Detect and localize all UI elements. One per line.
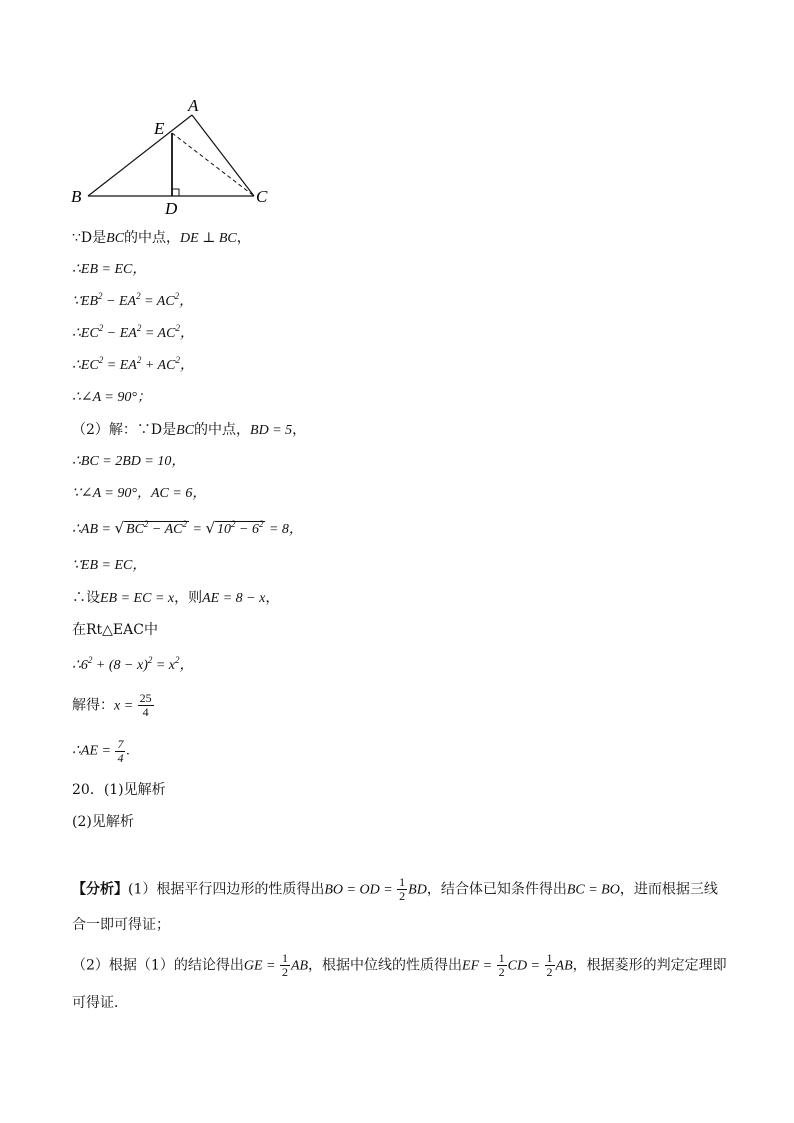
fraction-25-4: $\frac{25}{4}$ (139, 691, 152, 719)
triangle-figure (68, 92, 278, 217)
proof-line-1 (72, 228, 251, 249)
sqrt-1: √ $BC^2 - AC^2$ (114, 519, 188, 537)
proof-line-5: $\therefore EC^2 = EA^2 + AC^2$， (72, 355, 194, 373)
label-E: E (154, 119, 165, 138)
label-D: D (165, 199, 178, 217)
part2-line-4: ∴AB = √ $BC^2 - AC^2$ = √ $10^2 - 6^2 = 8$， (72, 518, 303, 540)
label-C: C (256, 187, 268, 206)
q20-line-2: (2)见解析 (72, 814, 134, 830)
analysis-paragraph-2-cont: 可得证． (72, 995, 128, 1011)
analysis-paragraph-2: （2）根据（1）的结论得出GE = $\frac{1}{2}$ AB，根据中位线的性质得出EF = $\frac{1}{2}$ CD = $\frac{1}{2}$ AB，根据菱形的判定定理即 (72, 951, 727, 979)
sqrt-2: √ $10^2 - 6^2$ (205, 519, 264, 537)
fraction-7-4: $\frac{7}{4}$ (117, 737, 124, 765)
part2-line-7: 在Rt△EAC中 (72, 622, 158, 638)
part2-line-9: 解得：x = $\frac{25}{4}$ (72, 691, 152, 719)
text: ， (236, 230, 251, 246)
text: 的中点， (124, 230, 181, 246)
fraction-1-2: $\frac{1}{2}$ (498, 951, 505, 979)
proof-line-4: $\therefore EC^2 - EA^2 = AC^2$， (72, 323, 194, 341)
right-angle-mark (172, 189, 179, 196)
part2-line-5: ∵EB = EC， (72, 558, 147, 573)
analysis-paragraph-1: 【分析】(1）根据平行四边形的性质得出BO = OD = $\frac{1}{2}$ BD，结合体已知条件得出BC = BO，进而根据三线 (72, 875, 718, 903)
label-B: B (71, 187, 82, 206)
math: BC (106, 231, 125, 246)
part2-line-6: ∴设EB = EC = x，则AE = 8 − x， (72, 590, 280, 606)
segment-BA (88, 115, 192, 196)
fraction-1-2: $\frac{1}{2}$ (281, 951, 288, 979)
analysis-paragraph-1-cont: 合一即可得证； (72, 917, 170, 933)
math: DE ⊥ BC (180, 231, 237, 246)
fraction-1-2: $\frac{1}{2}$ (546, 951, 553, 979)
part2-line-2: ∴BC = 2BD = 10， (72, 454, 186, 469)
part2-line-1: （2）解：∵D是BC的中点，BD = 5， (72, 422, 307, 438)
label-A: A (188, 96, 199, 115)
text: ∵D是 (72, 230, 107, 246)
q20-line-1: 20．(1)见解析 (72, 782, 166, 798)
part2-line-3: ∵∠A = 90°，AC = 6， (72, 486, 207, 501)
part2-line-8: $\therefore 6^2 + (8 - x)^2 = x^2$， (72, 655, 194, 673)
proof-line-2: ∴EB = EC， (72, 262, 147, 277)
proof-line-6: ∴∠A = 90°； (72, 390, 151, 405)
part2-line-10: ∴AE = $\frac{7}{4}$ . (72, 737, 130, 765)
proof-line-3: $\because EB^2 - EA^2 = AC^2$， (72, 291, 194, 309)
fraction-1-2: $\frac{1}{2}$ (399, 875, 406, 903)
